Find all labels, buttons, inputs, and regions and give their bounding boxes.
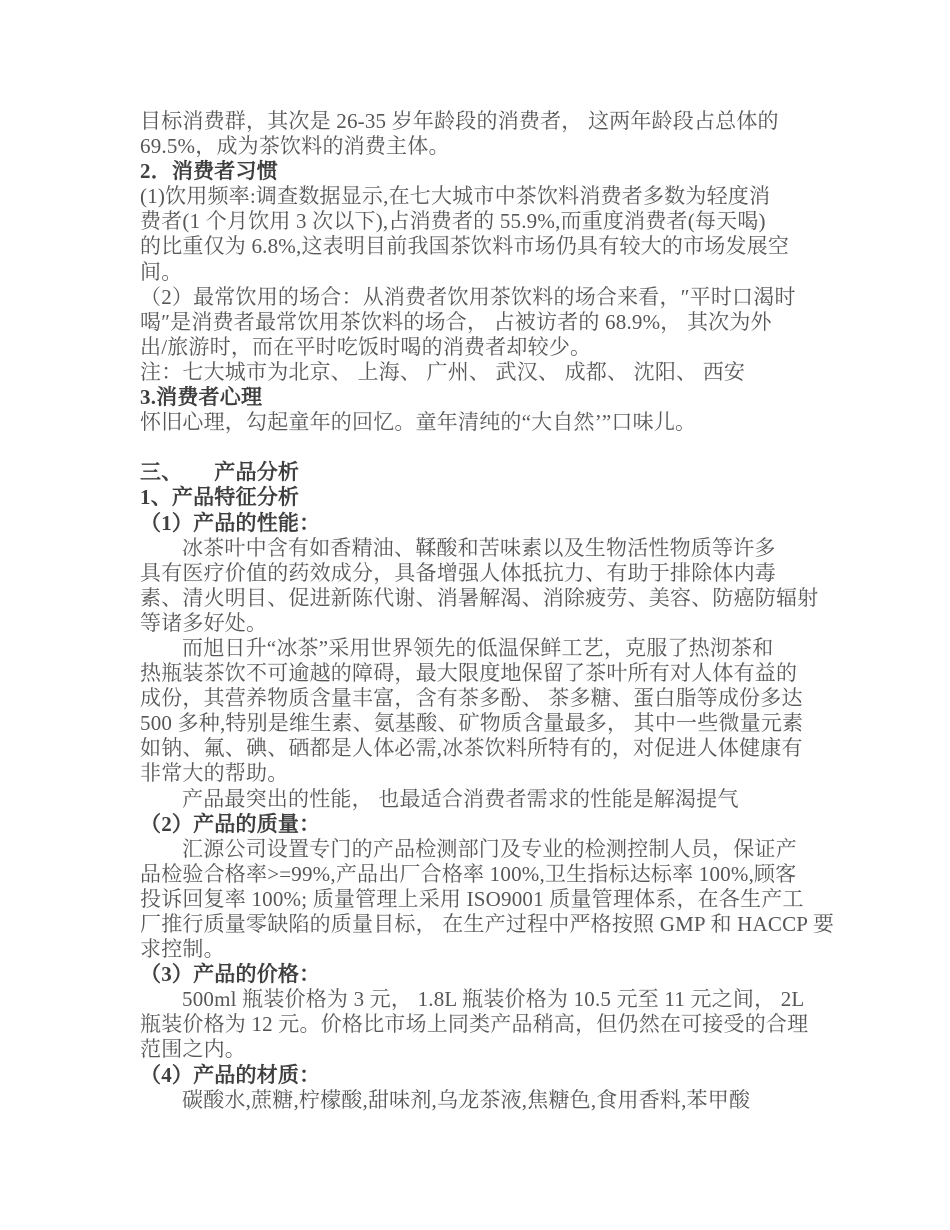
text-line: 500ml 瓶装价格为 3 元， 1.8L 瓶装价格为 10.5 元至 11 元之间， 2L bbox=[182, 987, 805, 1012]
text-line: 成份，其营养物质含量丰富，含有茶多酚、 茶多糖、蛋白脂等成份多达 bbox=[140, 686, 803, 711]
text-line: 具有医疗价值的药效成分，具备增强人体抵抗力、有助于排除体内毒 bbox=[140, 560, 776, 585]
text-line: 厂推行质量零缺陷的质量目标， 在生产过程中严格按照 GMP 和 HACCP 要 bbox=[140, 912, 835, 936]
heading-line: （2）产品的质量： bbox=[140, 811, 321, 836]
heading-line: 1、产品特征分析 bbox=[140, 485, 300, 510]
text-line: 范围之内。 bbox=[140, 1037, 246, 1062]
text-line: 汇源公司设置专门的产品检测部门及专业的检测控制人员，保证产 bbox=[182, 836, 797, 861]
text-line: 冰茶叶中含有如香精油、鞣酸和苦味素以及生物活性物质等许多 bbox=[182, 535, 776, 560]
text-line: 69.5%，成为茶饮料的消费主体。 bbox=[140, 134, 450, 159]
text-line: 间。 bbox=[140, 259, 183, 284]
text-line: 怀旧心理，勾起童年的回忆。童年清纯的“大自然’”口味儿。 bbox=[140, 410, 697, 435]
heading-line: 三、 产品分析 bbox=[140, 460, 300, 485]
text-line: 热瓶装茶饮不可逾越的障碍，最大限度地保留了茶叶所有对人体有益的 bbox=[140, 661, 798, 686]
heading-line: 2．消费者习惯 bbox=[140, 159, 278, 184]
heading-line: （4）产品的材质： bbox=[140, 1062, 321, 1087]
text-line: 求控制。 bbox=[140, 937, 225, 962]
text-line: 而旭日升“冰茶”采用世界领先的低温保鲜工艺，克服了热沏茶和 bbox=[182, 635, 774, 660]
text-line: 如钠、氟、碘、硒都是人体必需,冰茶饮料所特有的，对促进人体健康有 bbox=[140, 736, 803, 761]
text-line bbox=[140, 435, 840, 460]
heading-line: 3.消费者心理 bbox=[140, 385, 263, 410]
document-body bbox=[140, 109, 840, 1113]
text-line: 碳酸水,蔗糖,柠檬酸,甜味剂,乌龙茶液,焦糖色,食用香料,苯甲酸 bbox=[182, 1087, 751, 1112]
text-line: 非常大的帮助。 bbox=[140, 761, 289, 786]
heading-line: （3）产品的价格： bbox=[140, 962, 321, 987]
text-line: 投诉回复率 100%; 质量管理上采用 ISO9001 质量管理体系，在各生产工 bbox=[140, 886, 804, 911]
text-line: (1)饮用频率:调查数据显示,在七大城市中茶饮料消费者多数为轻度消 bbox=[140, 184, 771, 209]
heading-line: （1）产品的性能： bbox=[140, 510, 321, 535]
text-line: 500 多种,特别是维生素、氨基酸、矿物质含量最多， 其中一些微量元素 bbox=[140, 711, 804, 736]
text-line: 费者(1 个月饮用 3 次以下),占消费者的 55.9%,而重度消费者(每天喝) bbox=[140, 209, 766, 234]
text-line: 目标消费群，其次是 26-35 岁年龄段的消费者， 这两年龄段占总体的 bbox=[140, 109, 779, 133]
text-line: 瓶装价格为 12 元。价格比市场上同类产品稍高，但仍然在可接受的合理 bbox=[140, 1012, 809, 1037]
text-line: 出/旅游时，而在平时吃饭时喝的消费者却较少。 bbox=[140, 334, 592, 359]
text-line: 产品最突出的性能， 也最适合消费者需求的性能是解渴提气 bbox=[182, 786, 739, 811]
text-line: 喝″是消费者最常饮用茶饮料的场合， 占被访者的 68.9%， 其次为外 bbox=[140, 309, 772, 334]
text-line: 注：七大城市为北京、 上海、 广州、 武汉、 成都、 沈阳、 西安 bbox=[140, 359, 746, 384]
text-line: 素、清火明目、促进新陈代谢、消暑解渴、消除疲劳、美容、防癌防辐射 bbox=[140, 585, 819, 610]
text-line: 品检验合格率>=99%,产品出厂合格率 100%,卫生指标达标率 100%,顾客 bbox=[140, 861, 797, 886]
text-line: 等诸多好处。 bbox=[140, 610, 268, 635]
text-line: （2）最常饮用的场合：从消费者饮用茶饮料的场合来看，″平时口渴时 bbox=[140, 284, 796, 309]
text-line: 的比重仅为 6.8%,这表明目前我国茶饮料市场仍具有较大的市场发展空 bbox=[140, 234, 790, 259]
